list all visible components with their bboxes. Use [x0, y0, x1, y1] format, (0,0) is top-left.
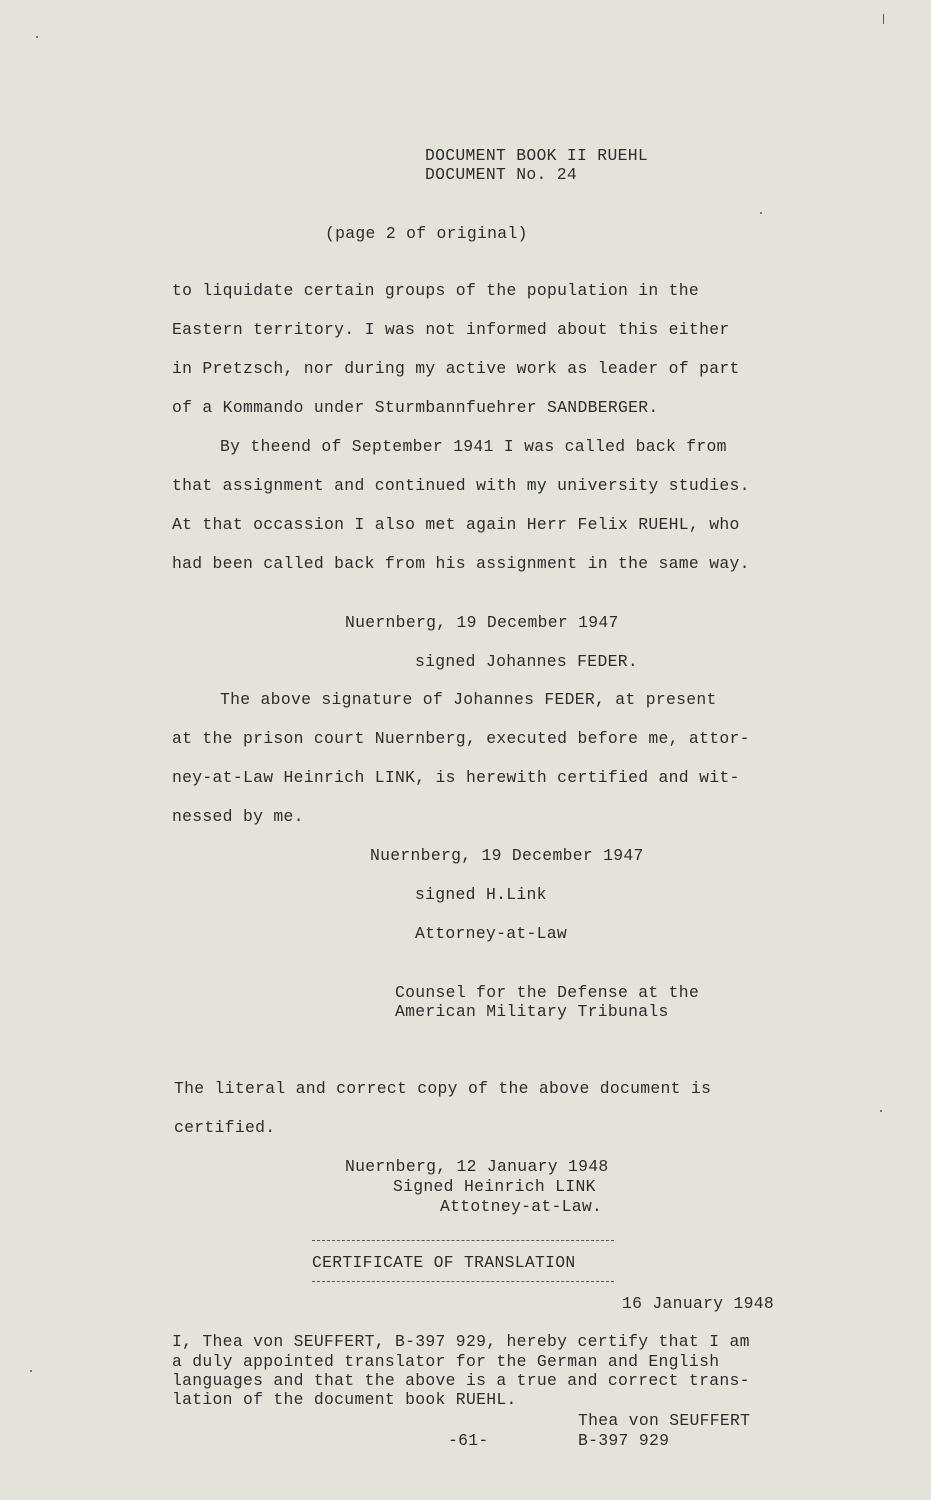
- certificate-line: lation of the document book RUEHL.: [172, 1390, 517, 1409]
- paragraph-line: to liquidate certain groups of the population in the: [172, 281, 700, 300]
- paragraph-line: At that occassion I also met again Herr Felix RUEHL, who: [172, 515, 740, 534]
- paragraph-line: By theend of September 1941 I was called back from: [220, 437, 727, 456]
- paragraph-line: ney-at-Law Heinrich LINK, is herewith certified and wit-: [172, 768, 740, 787]
- signature-place-date: Nuernberg, 12 January 1948: [345, 1157, 609, 1176]
- translation-heading: CERTIFICATE OF TRANSLATION: [312, 1253, 576, 1272]
- paragraph-line: that assignment and continued with my university studies.: [172, 476, 750, 495]
- translator-id: B-397 929: [578, 1431, 670, 1450]
- document-number-heading: DOCUMENT No. 24: [425, 165, 578, 184]
- signature-place-date: Nuernberg, 19 December 1947: [345, 613, 619, 632]
- paragraph-line: of a Kommando under Sturmbannfuehrer SANDBERGER.: [172, 398, 659, 417]
- counsel-line: American Military Tribunals: [395, 1002, 669, 1021]
- signature-line: signed Johannes FEDER.: [415, 652, 638, 671]
- page-note: (page 2 of original): [325, 224, 528, 243]
- paper-speck: [760, 212, 762, 214]
- paragraph-line: had been called back from his assignment in the same way.: [172, 554, 750, 573]
- signature-place-date: Nuernberg, 19 December 1947: [370, 846, 644, 865]
- document-book-heading: DOCUMENT BOOK II RUEHL: [425, 146, 648, 165]
- signature-line: Signed Heinrich LINK: [393, 1177, 596, 1196]
- divider-top: [312, 1240, 614, 1241]
- translation-date: 16 January 1948: [622, 1294, 775, 1313]
- paragraph-line: The above signature of Johannes FEDER, at present: [220, 690, 717, 709]
- signer-title: Attotney-at-Law.: [440, 1197, 603, 1216]
- signature-line: signed H.Link: [415, 885, 547, 904]
- paragraph-line: at the prison court Nuernberg, executed before me, attor-: [172, 729, 750, 748]
- signer-title: Attorney-at-Law: [415, 924, 568, 943]
- certificate-line: a duly appointed translator for the German and English: [172, 1352, 720, 1371]
- paragraph-line: in Pretzsch, nor during my active work as leader of part: [172, 359, 740, 378]
- paper-speck: [880, 1110, 882, 1112]
- divider-bottom: [312, 1281, 614, 1282]
- certificate-line: I, Thea von SEUFFERT, B-397 929, hereby certify that I am: [172, 1332, 750, 1351]
- counsel-line: Counsel for the Defense at the: [395, 983, 700, 1002]
- paper-mark: [883, 14, 884, 24]
- paper-speck: [30, 1370, 32, 1372]
- copy-certification-line: The literal and correct copy of the above document is: [174, 1079, 712, 1098]
- paragraph-line: nessed by me.: [172, 807, 304, 826]
- paragraph-line: Eastern territory. I was not informed about this either: [172, 320, 730, 339]
- page-number: -61-: [448, 1431, 489, 1450]
- copy-certification-line: certified.: [174, 1118, 276, 1137]
- paper-speck: [36, 36, 38, 38]
- certificate-line: languages and that the above is a true and correct trans-: [172, 1371, 750, 1390]
- translator-name: Thea von SEUFFERT: [578, 1411, 751, 1430]
